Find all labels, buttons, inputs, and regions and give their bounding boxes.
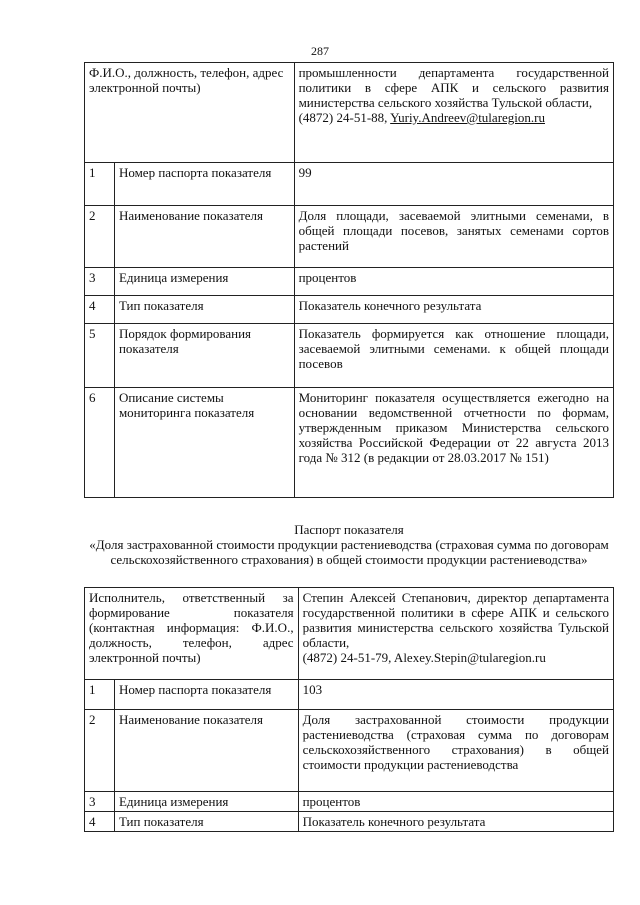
row-value: Доля площади, засеваемой элитными семенами, в общей площади посевов, занятых семенами сортов растений <box>294 206 613 268</box>
passport-subtitle: «Доля застрахованной стоимости продукции растениеводства (страховая сумма по договорам сельскохозяйственного страхования) в общей стоимости продукции растениеводства» <box>89 537 609 567</box>
table-row <box>85 324 614 388</box>
row-value: Мониторинг показателя осуществляется ежегодно на основании ведомственной отчетности по формам, утвержденным приказом Министерства сельского хозяйства Российской Федерации от 22 августа 2013 года № 312 (в редакции от 28.03.2017 № 151) <box>294 388 613 498</box>
passport-title: Паспорт показателя <box>294 522 404 537</box>
row-label: Наименование показателя <box>114 710 298 792</box>
table-row <box>85 163 614 206</box>
page-number: 287 <box>311 44 329 58</box>
table-row <box>85 268 614 296</box>
row-label: Номер паспорта показателя <box>114 680 298 710</box>
row-label: Описание системы мониторинга показателя <box>114 388 294 498</box>
executor-phone: (4872) 24-51-88, <box>298 110 391 125</box>
row-number: 2 <box>85 206 115 268</box>
row-value: 99 <box>294 163 613 206</box>
row-value: процентов <box>294 268 613 296</box>
row-label: Порядок формирования показателя <box>114 324 294 388</box>
row-value: Доля застрахованной стоимости продукции растениеводства (страховая сумма по договорам сельскохозяйственного страхования) в общей стоимости продукции растениеводства <box>298 710 613 792</box>
executor-value <box>294 63 613 163</box>
row-number: 3 <box>85 792 115 812</box>
executor-description: Степин Алексей Степанович, директор департамента государственной политики в сфере АПК и сельского развития министерства сельского хозяйства Тульской области, <box>302 590 609 650</box>
row-value: Показатель формируется как отношение площади, засеваемой элитными семенами. к общей площади посевов <box>294 324 613 388</box>
row-number: 4 <box>85 812 115 832</box>
table-row <box>85 206 614 268</box>
row-number: 1 <box>85 680 115 710</box>
row-label: Номер паспорта показателя <box>114 163 294 206</box>
executor-description: промышленности департамента государственной политики в сфере АПК и сельского развития министерства сельского хозяйства Тульской области, <box>298 65 609 110</box>
row-value: Показатель конечного результата <box>298 812 613 832</box>
indicator-passport-table-99 <box>84 62 614 498</box>
indicator-passport-table-103 <box>84 587 614 832</box>
row-value: 103 <box>298 680 613 710</box>
row-value: Показатель конечного результата <box>294 296 613 324</box>
table-row <box>85 792 614 812</box>
executor-label: Исполнитель, ответственный за формирование показателя (контактная информация: Ф.И.О., должность, телефон, адрес электронной почты) <box>85 588 299 680</box>
table-row <box>85 296 614 324</box>
row-label: Единица измерения <box>114 792 298 812</box>
table-row <box>85 710 614 792</box>
row-number: 1 <box>85 163 115 206</box>
row-number: 4 <box>85 296 115 324</box>
row-number: 3 <box>85 268 115 296</box>
table-row <box>85 588 614 680</box>
row-number: 2 <box>85 710 115 792</box>
executor-email-link[interactable]: Yuriy.Andreev@tularegion.ru <box>390 110 545 125</box>
table-row <box>85 63 614 163</box>
passport-heading <box>84 522 614 567</box>
row-label: Единица измерения <box>114 268 294 296</box>
row-value: процентов <box>298 792 613 812</box>
row-label: Тип показателя <box>114 296 294 324</box>
row-label: Наименование показателя <box>114 206 294 268</box>
executor-contact <box>299 110 609 125</box>
executor-contact: (4872) 24-51-79, Alexey.Stepin@tularegion.ru <box>302 650 546 665</box>
row-number: 5 <box>85 324 115 388</box>
row-label: Тип показателя <box>114 812 298 832</box>
table-row <box>85 388 614 498</box>
row-number: 6 <box>85 388 115 498</box>
table-row <box>85 812 614 832</box>
table-row <box>85 680 614 710</box>
executor-label: Ф.И.О., должность, телефон, адрес электронной почты) <box>85 63 295 163</box>
executor-value <box>298 588 613 680</box>
